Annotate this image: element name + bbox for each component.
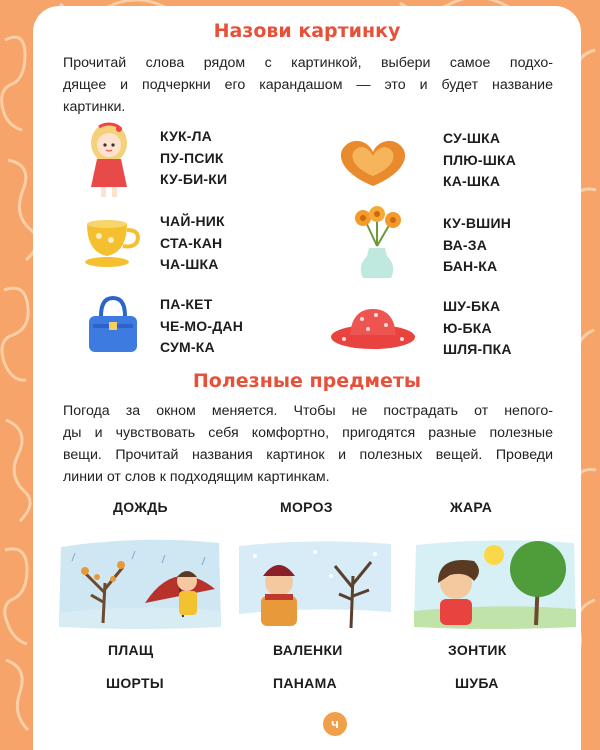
word-options-hat (443, 296, 512, 361)
instruction-line: картинки. (63, 99, 126, 115)
weather-label-rain: ДОЖДЬ (113, 499, 168, 515)
section-title-useful-items: Полезные предметы (192, 370, 422, 392)
word-option[interactable]: ШУ-БКА (443, 298, 501, 314)
word-option[interactable]: БАН-КА (443, 258, 498, 274)
word-option[interactable]: ЧАЙ-НИК (160, 213, 225, 229)
section2-instruction (63, 400, 553, 488)
word-options-vase (443, 213, 511, 278)
instruction-line: линии от слов к подходящим картинкам. (63, 469, 330, 485)
word-option[interactable]: ЧЕ-МО-ДАН (160, 317, 244, 334)
word-option[interactable]: ШЛЯ-ПКА (443, 341, 512, 357)
weather-label-frost: МОРОЗ (280, 499, 333, 515)
worksheet-page (33, 6, 581, 750)
flower-vase-icon (345, 206, 409, 282)
item-label-felt-boots[interactable]: ВАЛЕНКИ (273, 642, 343, 658)
instruction-line: ды и чувствовать себя комфортно, пригодятся разные полезные (63, 425, 553, 441)
weather-label-heat: ЖАРА (450, 499, 493, 515)
section1-instruction (63, 52, 553, 118)
item-label-umbrella[interactable]: ЗОНТИК (448, 642, 507, 658)
heat-scene-picture[interactable] (410, 533, 580, 633)
word-option[interactable]: ПУ-ПСИК (160, 149, 224, 166)
instruction-line: дящее и подчеркни его карандашом — это и будет название (63, 77, 553, 93)
word-option[interactable]: СУ-ШКА (443, 130, 501, 146)
word-option[interactable]: КУ-ВШИН (443, 215, 512, 231)
word-option[interactable]: ВА-ЗА (443, 236, 488, 253)
item-label-fur-coat[interactable]: ШУБА (455, 675, 499, 691)
word-option[interactable]: КУК-ЛА (160, 128, 212, 144)
instruction-line: Прочитай слова рядом с картинкой, выбери самое подхо- (63, 55, 553, 71)
section-title-name-picture: Назови картинку (213, 20, 401, 42)
page-number-badge: ч (323, 712, 347, 736)
frost-scene-picture[interactable] (235, 536, 395, 634)
sun-hat-icon (328, 301, 418, 351)
cookie-icon (333, 134, 413, 190)
item-label-panama-hat[interactable]: ПАНАМА (273, 675, 337, 691)
word-option[interactable]: ПЛЮ-ШКА (443, 151, 517, 168)
rain-scene-picture[interactable] (55, 533, 225, 633)
doll-icon (83, 121, 135, 201)
word-options-cookie (443, 128, 516, 193)
word-option[interactable]: КА-ШКА (443, 173, 501, 189)
word-option[interactable]: СТА-КАН (160, 234, 223, 251)
word-option[interactable]: ПА-КЕТ (160, 296, 213, 312)
handbag-icon (83, 294, 143, 356)
word-option[interactable]: КУ-БИ-КИ (160, 171, 228, 187)
word-option[interactable]: ЧА-ШКА (160, 256, 219, 272)
teacup-icon (81, 216, 147, 272)
word-options-teacup (160, 211, 225, 276)
instruction-line: Погода за окном меняется. Чтобы не пострадать от непого- (63, 403, 553, 419)
instruction-line: вещи. Прочитай названия картинок и полезных вещей. Проведи (63, 447, 553, 463)
word-option[interactable]: Ю-БКА (443, 319, 492, 336)
word-options-doll (160, 126, 227, 191)
word-option[interactable]: СУМ-КА (160, 339, 215, 355)
item-label-shorts[interactable]: ШОРТЫ (106, 675, 164, 691)
item-label-raincoat[interactable]: ПЛАЩ (108, 642, 154, 658)
word-options-handbag (160, 294, 243, 359)
